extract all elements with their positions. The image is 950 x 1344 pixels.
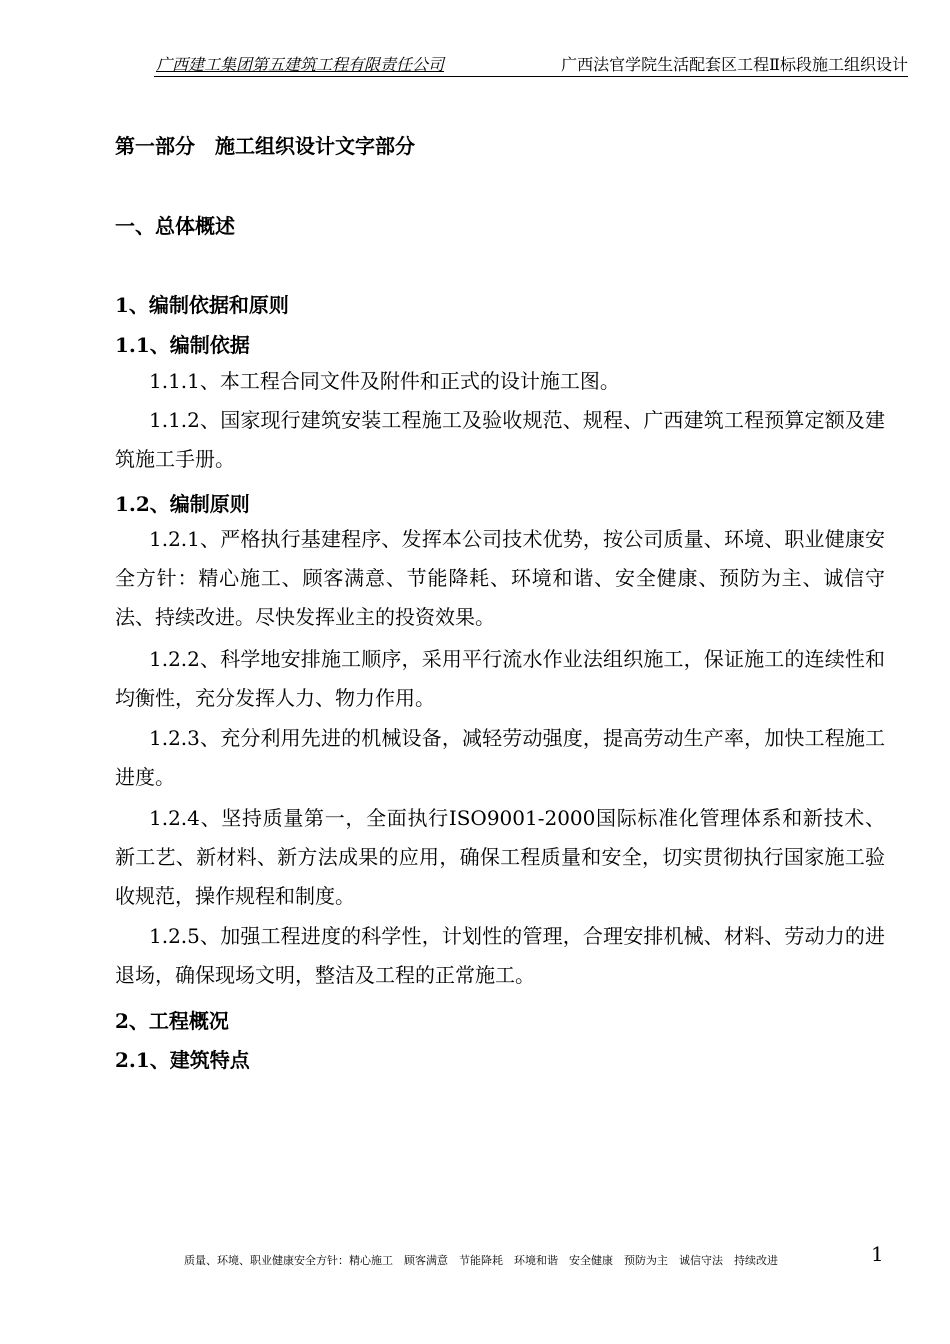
- header-company: 广西建工集团第五建筑工程有限责任公司: [156, 55, 445, 74]
- paragraph-1-1-2: 1.1.2、国家现行建筑安装工程施工及验收规范、规程、广西建筑工程预算定额及建筑施工手册。: [115, 408, 885, 471]
- paragraph-1-2-5: 1.2.5、加强工程进度的科学性，计划性的管理，合理安排机械、材料、劳动力的进退场，确保现场文明，整洁及工程的正常施工。: [115, 924, 885, 987]
- part-title: 第一部分 施工组织设计文字部分: [115, 134, 415, 158]
- paragraph-1-2-3: 1.2.3、充分利用先进的机械设备，减轻劳动强度，提高劳动生产率，加快工程施工进度。: [115, 726, 885, 789]
- header-project-name: 广西法官学院生活配套区工程Ⅱ标段: [561, 55, 812, 74]
- heading-1-1: 1.1、编制依据: [115, 333, 250, 357]
- section-heading-1: 一、总体概述: [115, 214, 235, 238]
- heading-1: 1、编制依据和原则: [115, 293, 289, 317]
- paragraph-1-2-4: 1.2.4、坚持质量第一，全面执行ISO9001-2000国际标准化管理体系和新技术、新工艺、新材料、新方法成果的应用，确保工程质量和安全，切实贯彻执行国家施工验收规范，操作规程和制度。: [115, 806, 885, 908]
- page-number: 1: [871, 1242, 884, 1266]
- paragraph-1-2-1: 1.2.1、严格执行基建程序、发挥本公司技术优势，按公司质量、环境、职业健康安全方针：精心施工、顾客满意、节能降耗、环境和谐、安全健康、预防为主、诚信守法、持续改进。尽快发挥业主的投资效果。: [115, 527, 885, 629]
- paragraph-1-2-2: 1.2.2、科学地安排施工顺序，采用平行流水作业法组织施工，保证施工的连续性和均衡性，充分发挥人力、物力作用。: [115, 647, 885, 710]
- paragraph-1-1-1: 1.1.1、本工程合同文件及附件和正式的设计施工图。: [149, 369, 620, 393]
- page-footer-policy: 质量、环境、职业健康安全方针：精心施工 顾客满意 节能降耗 环境和谐 安全健康 预防为主 诚信守法 持续改进: [184, 1254, 778, 1267]
- heading-2: 2、工程概况: [115, 1009, 229, 1033]
- header-doc-type: 施工组织设计: [811, 55, 908, 74]
- heading-2-1: 2.1、建筑特点: [115, 1048, 250, 1072]
- heading-1-2: 1.2、编制原则: [115, 492, 250, 516]
- page-header: [154, 50, 908, 77]
- header-project: [561, 52, 908, 75]
